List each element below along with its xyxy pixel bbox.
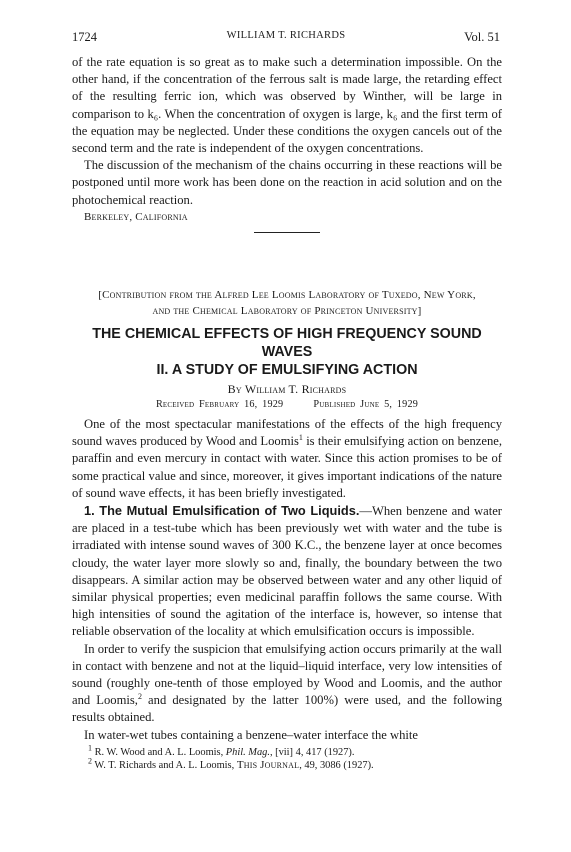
footnote-2: $^2$ W. T. Richards and A. L. Loomis, This Journal, 49, 3086 (1927).	[88, 756, 374, 772]
paragraph-section-1	[72, 502, 502, 641]
running-author: WILLIAM T. RICHARDS	[226, 30, 346, 41]
footnotes	[72, 743, 502, 773]
contribution-note	[72, 288, 502, 319]
article	[72, 288, 502, 773]
previous-article-ending	[72, 54, 502, 233]
verify-text-b: and designated by the latter 100%) were used, and the following results obtained.	[72, 693, 502, 725]
running-header	[72, 30, 500, 46]
volume-label: Vol. 51	[464, 30, 500, 44]
footnote-1: $^1$ R. W. Wood and A. L. Loomis, Phil. Mag., [vii] 4, 417 (1927).	[88, 743, 355, 758]
published-date: Published June 5, 1929	[313, 399, 419, 410]
contribution-line-1: [Contribution from the Alfred Lee Loomis Laboratory of Tuxedo, New York,	[98, 289, 476, 301]
section-text: —When benzene and water are placed in a test-tube which has been previously wet with water and the tube is irradiated with intense sound waves of 300 K.C., the benzene layer at once becomes cloudy, the water layer more slowly so and, finally, the boundary between the two disappears. A similar action may be observed between water and any other liquid of similar physical properties; even medicinal paraffin follows the same course. With high intensities of sound the agitation of the interface is, however, so intense that reliable observation of the locality at which emulsification occurs is impossible.	[72, 504, 502, 639]
received-date: Received February 16, 1929	[155, 399, 284, 410]
title-line-1: THE CHEMICAL EFFECTS OF HIGH FREQUENCY SOUND WAVES	[92, 326, 482, 360]
intro-text-b: is their emulsifying action on benzene, paraffin and even mercury in contact with water. Since this action promises to be of some practical value and since, moreover, it gives important indications of the nature of sound wave effects, it has been briefly investigated.	[72, 434, 502, 500]
title-line-2: II. A STUDY OF EMULSIFYING ACTION	[156, 362, 418, 378]
dates-line	[72, 397, 502, 412]
verify-text-a: In order to verify the suspicion that emulsifying action occurs primarily at the wall in contact with benzene and not at the liquid–liquid interface, very low intensities of sound (roughly one-tenth of those employed by Wood and Loomis, and the author and Loomis,	[72, 641, 502, 708]
location-signature: Berkeley, California	[84, 210, 188, 223]
footnote-ref-1[interactable]: 1	[298, 433, 303, 443]
section-heading: 1. The Mutual Emulsification of Two Liquids.	[84, 503, 360, 519]
paragraph-discussion: The discussion of the mechanism of the chains occurring in these reactions will be postponed until more work has been done on the reaction in acid solution and on the photochemical reaction.	[72, 158, 502, 207]
author-byline: By William T. Richards	[227, 382, 347, 396]
paragraph-water-wet: In water-wet tubes containing a benzene–water interface the white	[84, 727, 419, 742]
section-divider	[254, 232, 320, 233]
paragraph-rate-equation: of the rate equation is so great as to make such a determination impossible. On the other hand, if the concentration of the ferrous salt is made large, the retarding effect of the resulting ferric ion, which was observed by Winther, will be large in comparison to k₆. When the concentration of oxygen is large, k₆ and the first term of the equation may be neglected. Under these conditions the oxygen cancels out of the second term and the rate is independent of the oxygen concentrations.	[72, 55, 502, 156]
footnote-ref-2[interactable]: 2	[137, 692, 142, 702]
paragraph-intro	[72, 416, 502, 502]
paragraph-verify	[72, 641, 502, 727]
contribution-line-2: and the Chemical Laboratory of Princeton University]	[152, 304, 422, 317]
article-title	[72, 325, 502, 379]
page-number: 1724	[72, 30, 97, 44]
intro-text-a: One of the most spectacular manifestations of the effects of the high frequency sound waves produced by Wood and Loomis	[72, 417, 502, 449]
